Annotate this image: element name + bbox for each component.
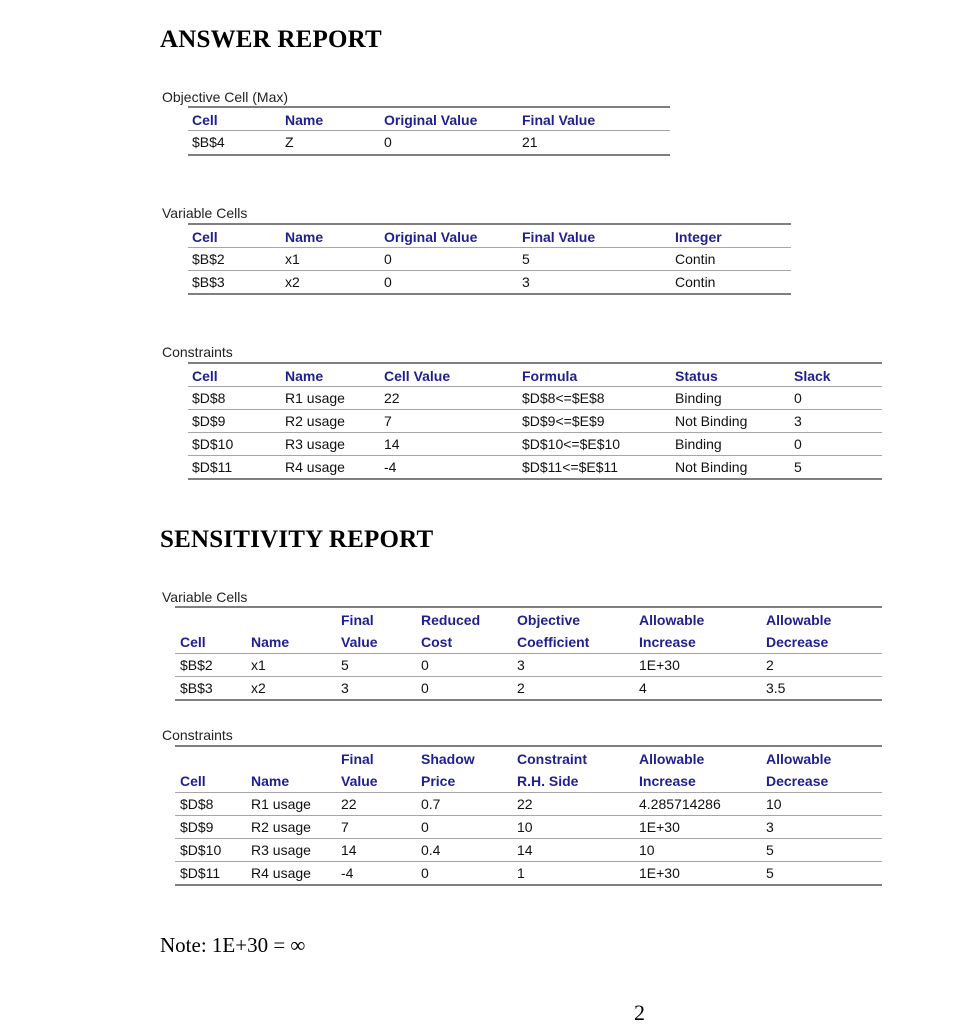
header-cell: Cell xyxy=(180,773,206,789)
row-cell: $B$2 xyxy=(192,251,225,267)
header-coefficient: Coefficient xyxy=(517,634,590,650)
row-shadow-price: 0 xyxy=(421,865,429,881)
objective-header-rule xyxy=(188,130,670,131)
row-final-value: 3 xyxy=(341,680,349,696)
row-name: x2 xyxy=(285,274,300,290)
row-rh-side: 1 xyxy=(517,865,525,881)
row-final-value: -4 xyxy=(341,865,354,881)
row-name: R4 usage xyxy=(251,865,311,881)
header-allowable-inc: Allowable xyxy=(639,612,705,628)
row-cell: $D$10 xyxy=(180,842,222,858)
row-divider xyxy=(175,838,882,839)
row-divider xyxy=(188,455,882,456)
header-increase: Increase xyxy=(639,773,696,789)
row-final-value: 21 xyxy=(522,134,538,150)
constraints-bottom-rule xyxy=(188,478,882,480)
row-allowable-decrease: 2 xyxy=(766,657,774,673)
objective-top-rule xyxy=(188,106,670,108)
header-cell-value: Cell Value xyxy=(384,368,451,384)
row-original-value: 0 xyxy=(384,251,392,267)
row-name: R1 usage xyxy=(285,390,345,406)
row-allowable-increase: 10 xyxy=(639,842,655,858)
row-name: x2 xyxy=(251,680,266,696)
row-cell: $B$2 xyxy=(180,657,213,673)
row-allowable-decrease: 10 xyxy=(766,796,782,812)
sens-constraints-top-rule xyxy=(175,745,882,747)
row-original-value: 0 xyxy=(384,274,392,290)
row-status: Binding xyxy=(675,436,722,452)
header-name: Name xyxy=(285,368,324,384)
constraints-header-rule xyxy=(188,386,882,387)
sens-variables-header-rule xyxy=(175,653,882,654)
row-cell: $B$3 xyxy=(192,274,225,290)
row-cell: $B$4 xyxy=(192,134,225,150)
header-objective: Objective xyxy=(517,612,581,628)
header-final: Final xyxy=(341,751,374,767)
row-cell-value: 7 xyxy=(384,413,392,429)
infinity-note: Note: 1E+30 = ∞ xyxy=(160,933,306,957)
row-final-value: 14 xyxy=(341,842,357,858)
row-allowable-increase: 1E+30 xyxy=(639,819,680,835)
row-status: Binding xyxy=(675,390,722,406)
row-name: R1 usage xyxy=(251,796,311,812)
row-cell: $D$11 xyxy=(192,459,233,475)
row-status: Not Binding xyxy=(675,459,748,475)
header-reduced: Reduced xyxy=(421,612,481,628)
header-price: Price xyxy=(421,773,456,789)
row-cell: $D$9 xyxy=(192,413,226,429)
sens-constraints-bottom-rule xyxy=(175,884,882,886)
row-formula: $D$8<=$E$8 xyxy=(522,390,605,406)
row-shadow-price: 0.4 xyxy=(421,842,441,858)
row-reduced-cost: 0 xyxy=(421,657,429,673)
header-shadow: Shadow xyxy=(421,751,475,767)
header-name: Name xyxy=(285,229,324,245)
sens-variables-bottom-rule xyxy=(175,699,882,701)
row-status: Not Binding xyxy=(675,413,748,429)
row-objective-coefficient: 3 xyxy=(517,657,525,673)
row-final-value: 7 xyxy=(341,819,349,835)
row-shadow-price: 0 xyxy=(421,819,429,835)
header-allowable-dec: Allowable xyxy=(766,612,832,628)
row-divider xyxy=(188,409,882,410)
header-cell: Cell xyxy=(192,368,218,384)
row-name: R4 usage xyxy=(285,459,345,475)
row-rh-side: 10 xyxy=(517,819,533,835)
row-divider xyxy=(175,676,882,677)
header-allowable-dec: Allowable xyxy=(766,751,832,767)
header-name: Name xyxy=(251,634,290,650)
sens-variables-top-rule xyxy=(175,606,882,608)
row-name: R3 usage xyxy=(285,436,345,452)
row-allowable-decrease: 5 xyxy=(766,842,774,858)
row-allowable-decrease: 3 xyxy=(766,819,774,835)
row-cell: $D$10 xyxy=(192,436,234,452)
row-integer: Contin xyxy=(675,251,716,267)
row-divider xyxy=(175,861,882,862)
row-final-value: 5 xyxy=(341,657,349,673)
header-cost: Cost xyxy=(421,634,453,650)
row-slack: 3 xyxy=(794,413,802,429)
row-rh-side: 22 xyxy=(517,796,533,812)
row-reduced-cost: 0 xyxy=(421,680,429,696)
header-original-value: Original Value xyxy=(384,112,478,128)
row-allowable-decrease: 3.5 xyxy=(766,680,786,696)
variables-bottom-rule xyxy=(188,293,791,295)
header-increase: Increase xyxy=(639,634,696,650)
sensitivity-variable-cells-label: Variable Cells xyxy=(162,589,248,605)
header-value: Value xyxy=(341,773,378,789)
row-divider xyxy=(188,432,882,433)
row-name: Z xyxy=(285,134,294,150)
row-final-value: 22 xyxy=(341,796,357,812)
row-allowable-increase: 1E+30 xyxy=(639,865,680,881)
row-name: x1 xyxy=(251,657,266,673)
variables-top-rule xyxy=(188,223,791,225)
header-cell: Cell xyxy=(192,112,218,128)
row-slack: 5 xyxy=(794,459,802,475)
header-final-value: Final Value xyxy=(522,229,596,245)
row-cell-value: -4 xyxy=(384,459,397,475)
header-integer: Integer xyxy=(675,229,722,245)
variables-header-rule xyxy=(188,247,791,248)
header-status: Status xyxy=(675,368,718,384)
header-value: Value xyxy=(341,634,378,650)
objective-cell-label: Objective Cell (Max) xyxy=(162,89,289,105)
row-original-value: 0 xyxy=(384,134,392,150)
header-name: Name xyxy=(251,773,290,789)
header-cell: Cell xyxy=(192,229,218,245)
row-formula: $D$10<=$E$10 xyxy=(522,436,621,452)
row-slack: 0 xyxy=(794,390,802,406)
header-decrease: Decrease xyxy=(766,773,829,789)
sensitivity-report-title: SENSITIVITY REPORT xyxy=(160,526,434,553)
header-rh-side: R.H. Side xyxy=(517,773,579,789)
row-name: x1 xyxy=(285,251,300,267)
sensitivity-constraints-label: Constraints xyxy=(162,727,233,743)
constraints-label: Constraints xyxy=(162,344,233,360)
header-slack: Slack xyxy=(794,368,831,384)
row-cell-value: 22 xyxy=(384,390,400,406)
header-final: Final xyxy=(341,612,374,628)
row-rh-side: 14 xyxy=(517,842,533,858)
row-cell: $D$8 xyxy=(192,390,226,406)
row-divider xyxy=(175,815,882,816)
row-formula: $D$11<=$E$11 xyxy=(522,459,619,475)
row-allowable-increase: 1E+30 xyxy=(639,657,680,673)
row-cell-value: 14 xyxy=(384,436,400,452)
row-final-value: 3 xyxy=(522,274,530,290)
header-formula: Formula xyxy=(522,368,578,384)
row-cell: $B$3 xyxy=(180,680,213,696)
header-final-value: Final Value xyxy=(522,112,596,128)
constraints-top-rule xyxy=(188,362,882,364)
row-final-value: 5 xyxy=(522,251,530,267)
row-shadow-price: 0.7 xyxy=(421,796,441,812)
objective-bottom-rule xyxy=(188,154,670,156)
row-allowable-increase: 4.285714286 xyxy=(639,796,721,812)
row-slack: 0 xyxy=(794,436,802,452)
row-formula: $D$9<=$E$9 xyxy=(522,413,605,429)
row-cell: $D$9 xyxy=(180,819,214,835)
row-allowable-increase: 4 xyxy=(639,680,647,696)
header-allowable-inc: Allowable xyxy=(639,751,705,767)
header-original-value: Original Value xyxy=(384,229,478,245)
row-integer: Contin xyxy=(675,274,716,290)
row-allowable-decrease: 5 xyxy=(766,865,774,881)
row-cell: $D$11 xyxy=(180,865,221,881)
variable-cells-label: Variable Cells xyxy=(162,205,248,221)
header-cell: Cell xyxy=(180,634,206,650)
row-divider xyxy=(188,270,791,271)
row-cell: $D$8 xyxy=(180,796,214,812)
header-name: Name xyxy=(285,112,324,128)
row-objective-coefficient: 2 xyxy=(517,680,525,696)
header-decrease: Decrease xyxy=(766,634,829,650)
row-name: R2 usage xyxy=(285,413,345,429)
row-name: R2 usage xyxy=(251,819,311,835)
header-constraint: Constraint xyxy=(517,751,587,767)
answer-report-title: ANSWER REPORT xyxy=(160,26,382,53)
page-number: 2 xyxy=(634,1000,645,1025)
row-name: R3 usage xyxy=(251,842,311,858)
sens-constraints-header-rule xyxy=(175,792,882,793)
